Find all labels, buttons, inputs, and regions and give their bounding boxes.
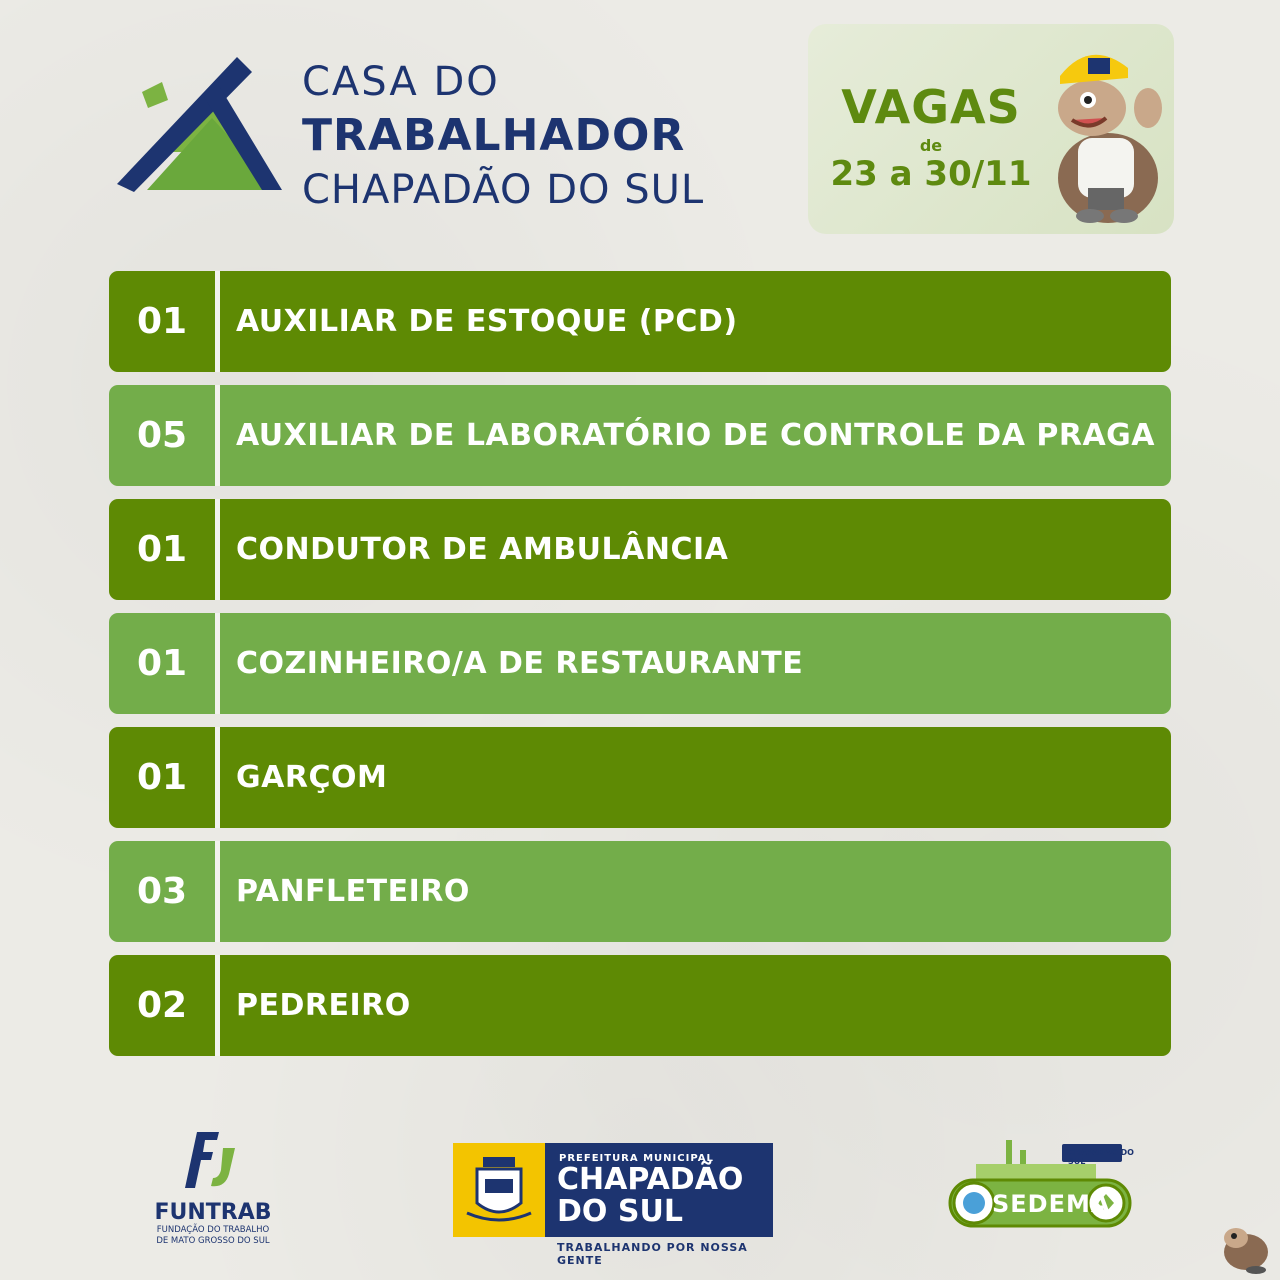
vagas-de: de [919, 136, 943, 155]
prefeitura-crest [453, 1143, 545, 1237]
job-title: PEDREIRO [236, 988, 411, 1023]
prefeitura-name-1: CHAPADÃO [557, 1162, 744, 1197]
job-row [109, 385, 1171, 486]
logo-line-1: CASA DO [302, 59, 500, 105]
job-count: 01 [136, 643, 188, 684]
logo-line-2: TRABALHADOR [302, 110, 686, 161]
job-row [109, 727, 1171, 828]
job-row [109, 499, 1171, 600]
vagas-title: VAGAS [841, 80, 1021, 134]
job-title: COZINHEIRO/A DE RESTAURANTE [236, 646, 804, 681]
funtrab-sub-2: DE MATO GROSSO DO SUL [156, 1236, 270, 1246]
job-count: 05 [136, 415, 188, 456]
vagas-panel [808, 24, 1174, 234]
job-title: CONDUTOR DE AMBULÂNCIA [236, 532, 729, 567]
house-roof-icon [112, 52, 292, 202]
funtrab-name: FUNTRAB [154, 1200, 272, 1225]
sedema-emblem-icon [946, 1130, 1136, 1240]
job-title: AUXILIAR DE LABORATÓRIO DE CONTROLE DA PRAGA [236, 418, 1155, 453]
casa-do-trabalhador-logo [112, 52, 772, 212]
funtrab-mark-icon [173, 1128, 253, 1198]
logo-text [302, 56, 704, 216]
job-row [109, 841, 1171, 942]
funtrab-logo [138, 1128, 288, 1254]
job-title: AUXILIAR DE ESTOQUE (PCD) [236, 304, 738, 339]
job-count: 01 [136, 529, 188, 570]
job-row [109, 271, 1171, 372]
job-list [109, 271, 1171, 1069]
job-count: 03 [136, 871, 188, 912]
job-title: PANFLETEIRO [236, 874, 470, 909]
logo-line-3: CHAPADÃO DO SUL [302, 167, 705, 213]
job-title: GARÇOM [236, 760, 388, 795]
sedema-name: SEDEMA [992, 1190, 1111, 1218]
job-count: 02 [136, 985, 188, 1026]
job-row [109, 955, 1171, 1056]
funtrab-sub-1: FUNDAÇÃO DO TRABALHO [156, 1225, 270, 1235]
prefeitura-logo [453, 1143, 773, 1267]
job-count: 01 [136, 301, 188, 342]
sedema-logo [946, 1130, 1136, 1240]
job-count: 01 [136, 757, 188, 798]
armadillo-corner-icon [1212, 1212, 1276, 1276]
sedema-badge: CHAPADÃO DO SUL [1068, 1148, 1134, 1166]
coat-of-arms-icon [453, 1143, 545, 1237]
job-row [109, 613, 1171, 714]
armadillo-mascot-icon [1030, 28, 1170, 228]
prefeitura-label: PREFEITURA MUNICIPAL [559, 1153, 714, 1164]
prefeitura-name-2: DO SUL [557, 1194, 683, 1229]
vagas-dates: 23 a 30/11 [830, 154, 1032, 194]
prefeitura-slogan: TRABALHANDO POR NOSSA GENTE [557, 1241, 748, 1267]
